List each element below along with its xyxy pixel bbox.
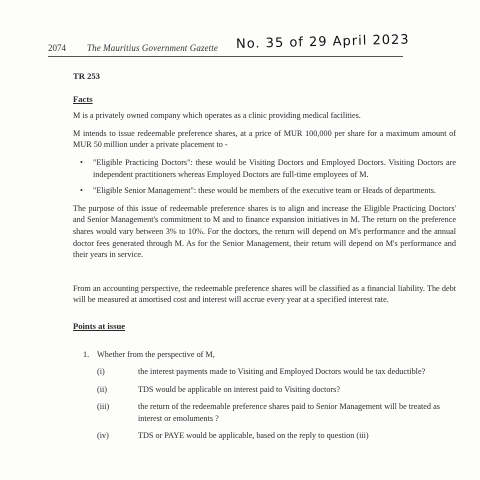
sub-question-label: (iii)	[97, 402, 110, 412]
bullet-icon: •	[80, 186, 83, 196]
page-number: 2074	[48, 43, 66, 53]
sub-question-label: (ii)	[97, 384, 108, 394]
facts-paragraph-2: M intends to issue redeemable preference shares, at a price of MUR 100,000 per share for a maximum amount of MUR 50 million under a private placement to -	[73, 128, 456, 150]
facts-paragraph-3: The purpose of this issue of redeemable preference shares is to align and increase the Eligible Practicing Doctors' and Senior Management's commitment to M and to finance expansion initiatives in M. The return on the preference shares would vary between 3% to 10%. For the doctors, the return will depend on M's performance and the annual doctor fees generated through M. As for the Senior Management, their return will depend on M's performance and their years in service.	[73, 203, 456, 260]
sub-question	[89, 401, 456, 424]
bullet-item	[73, 185, 456, 197]
bullet-text: "Eligible Senior Management": these would be members of the executive team or Heads of departments.	[93, 186, 436, 196]
sub-question	[89, 430, 456, 442]
facts-paragraph-4: From an accounting perspective, the redeemable preference shares will be classified as a financial liability. The debt will be measured at amortised cost and interest will accrue every year at a specified interest rate.	[73, 283, 456, 305]
page-header	[48, 32, 468, 59]
facts-paragraph-1: M is a privately owned company which operates as a clinic providing medical facilities.	[73, 111, 361, 121]
sub-question-text: the interest payments made to Visiting and Employed Doctors would be tax deductible?	[138, 367, 426, 377]
points-at-issue-heading: Points at issue	[73, 320, 126, 331]
facts-heading: Facts	[73, 93, 93, 104]
ruling-body	[73, 71, 456, 442]
sub-question-label: (iv)	[97, 431, 109, 441]
bullet-icon: •	[80, 157, 83, 167]
sub-question	[89, 366, 456, 378]
question-text: Whether from the perspective of M,	[97, 349, 215, 359]
ruling-reference: TR 253	[73, 71, 100, 81]
question-1	[73, 349, 456, 361]
sub-question-text: TDS or PAYE would be applicable, based on the reply to question (iii)	[138, 431, 369, 441]
bullet-text: "Eligible Practicing Doctors": these would be Visiting Doctors and Employed Doctors. Visiting Doctors are independent practitioners whereas Employed Doctors are full-time employees of M.	[93, 157, 456, 179]
handwritten-annotation: No. 35 of 29 April 2023	[235, 32, 410, 52]
header-rule	[48, 56, 403, 57]
gazette-title: The Mauritius Government Gazette	[87, 43, 218, 53]
sub-question-text: the return of the redeemable preference shares paid to Senior Management will be treated as interest or emoluments ?	[138, 402, 440, 423]
sub-question-text: TDS would be applicable on interest paid to Visiting doctors?	[138, 384, 340, 394]
sub-question	[89, 384, 456, 396]
sub-question-label: (i)	[97, 367, 105, 377]
question-number: 1.	[83, 349, 90, 359]
bullet-item	[73, 157, 456, 180]
